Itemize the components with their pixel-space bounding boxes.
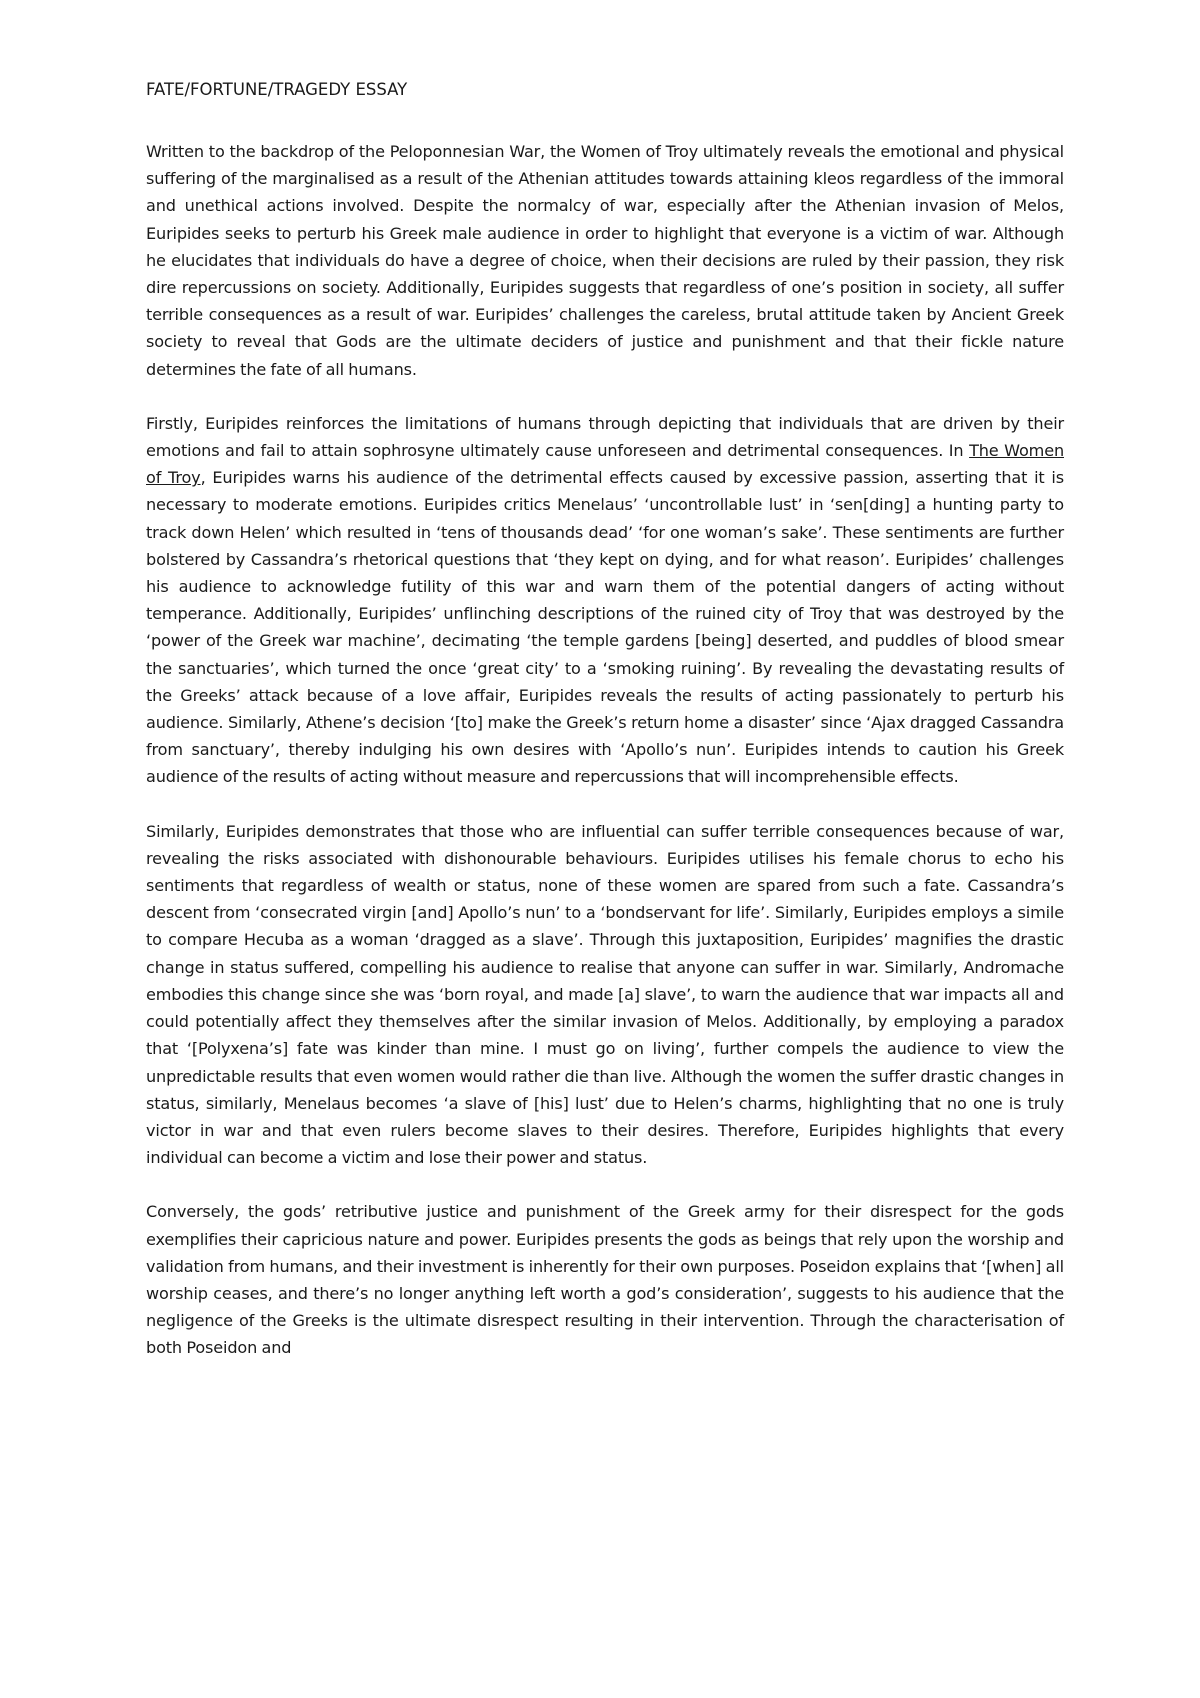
paragraph-body-1-text-start: Firstly, Euripides reinforces the limitations of humans through depicting that individuals that are driven by their emotions and fail to attain sophrosyne ultimately cause unforeseen and detrimental consequences. In	[146, 413, 1064, 461]
essay-title: FATE/FORTUNE/TRAGEDY ESSAY	[146, 80, 408, 99]
play-title-underlined: The Women of Troy	[146, 441, 1064, 488]
paragraph-body-1-text-end: , Euripides warns his audience of the detrimental effects caused by excessive passion, asserting that it is necessary to moderate emotions. Euripides critics Menelaus’ ‘uncontrollable lust’ in ‘sen[ding] a hunting party to track down Helen’ which resulted in ‘tens of thousands dead’ ‘for one woman’s sake’. These sentiments are further bolstered by Cassandra’s rhetorical questions that ‘they kept on dying, and for what reason’. Euripides’ challenges his audience to acknowledge futility of this war and warn them of the potential dangers of acting without temperance. Additionally, Euripides’ unflinching descriptions of the ruined city of Troy that was destroyed by the ‘power of the Greek war machine’, decimating ‘the temple gardens [being] deserted, and puddles of blood smear the sanctuaries’, which turned the once ‘great city’ to a ‘smoking ruining’. By revealing the devastating results of the Greeks’ attack because of a love affair, Euripides reveals the results of acting passionately to perturb his audience. Similarly, Athene’s decision ‘[to] make the Greek’s return home a disaster’ since ‘Ajax dragged Cassandra from sanctuary’, thereby indulging his own desires with ‘Apollo’s nun’. Euripides intends to caution his Greek audience of the results of acting without measure and repercussions that will incomprehensible effects.	[146, 468, 1064, 787]
paragraph-introduction: Written to the backdrop of the Peloponnesian War, the Women of Troy ultimately reveals the emotional and physical suffering of the marginalised as a result of the Athenian attitudes towards attaining kleos regardless of the immoral and unethical actions involved. Despite the normalcy of war, especially after the Athenian invasion of Melos, Euripides seeks to perturb his Greek male audience in order to highlight that everyone is a victim of war. Although he elucidates that individuals do have a degree of choice, when their decisions are ruled by their passion, they risk dire repercussions on society. Additionally, Euripides suggests that regardless of one’s position in society, all suffer terrible consequences as a result of war. Euripides’ challenges the careless, brutal attitude taken by Ancient Greek society to reveal that Gods are the ultimate deciders of justice and punishment and that their fickle nature determines the fate of all humans.	[146, 142, 1064, 379]
paragraph-body-1	[146, 410, 1064, 791]
paragraph-body-2: Similarly, Euripides demonstrates that those who are influential can suffer terrible consequences because of war, revealing the risks associated with dishonourable behaviours. Euripides utilises his female chorus to echo his sentiments that regardless of wealth or status, none of these women are spared from such a fate. Cassandra’s descent from ‘consecrated virgin [and] Apollo’s nun’ to a ‘bondservant for life’. Similarly, Euripides employs a simile to compare Hecuba as a woman ‘dragged as a slave’. Through this juxtaposition, Euripides’ magnifies the drastic change in status suffered, compelling his audience to realise that anyone can suffer in war. Similarly, Andromache embodies this change since she was ‘born royal, and made [a] slave’, to warn the audience that war impacts all and could potentially affect they themselves after the similar invasion of Melos. Additionally, by employing a paradox that ‘[Polyxena’s] fate was kinder than mine. I must go on living’, further compels the audience to view the unpredictable results that even women would rather die than live. Although the women the suffer drastic changes in status, similarly, Menelaus becomes ‘a slave of [his] lust’ due to Helen’s charms, highlighting that no one is truly victor in war and that even rulers become slaves to their desires. Therefore, Euripides highlights that every individual can become a victim and lose their power and status.	[146, 821, 1064, 1168]
paragraph-body-3: Conversely, the gods’ retributive justice and punishment of the Greek army for their disrespect for the gods exemplifies their capricious nature and power. Euripides presents the gods as beings that rely upon the worship and validation from humans, and their investment is inherently for their own purposes. Poseidon explains that ‘[when] all worship ceases, and there’s no longer anything left worth a god’s consideration’, suggests to his audience that the negligence of the Greeks is the ultimate disrespect resulting in their intervention. Through the characterisation of both Poseidon and	[146, 1202, 1064, 1358]
